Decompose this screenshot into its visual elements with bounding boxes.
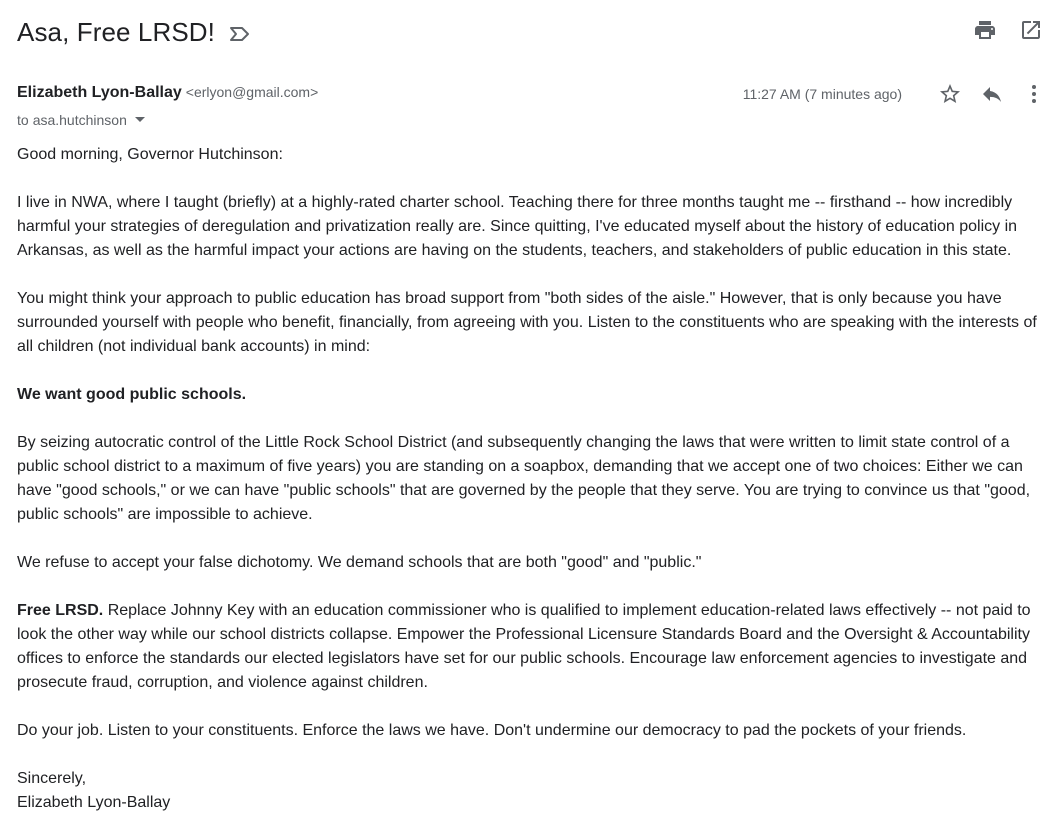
email-body [17,143,1047,815]
body-paragraph [17,599,1047,695]
body-paragraph: I live in NWA, where I taught (briefly) at a highly-rated charter school. Teaching there for three months taught me -- firsthand -- how incredibly harmful your strategies of deregulation and privatization really are. Since quitting, I've educated myself about the history of education policy in Arkansas, as well as the harmful impact your actions are having on the students, teachers, and stakeholders of public education in this state. [17,194,1018,259]
email-subject: Asa, Free LRSD! [17,16,216,47]
more-vertical-icon[interactable] [1022,82,1046,106]
top-actions [973,18,1043,42]
message-meta [743,82,1046,106]
print-icon[interactable] [973,18,997,42]
body-paragraph: We refuse to accept your false dichotomy. We demand schools that are both "good" and "public." [17,554,702,571]
signature: Elizabeth Lyon-Ballay [17,794,171,811]
body-paragraph: You might think your approach to public education has broad support from "both sides of the aisle." However, that is only because you have surrounded yourself with people who benefit, financially, from agreeing with you. Listen to the constituents who are speaking with the interests of all children (not individual bank accounts) in mind: [17,290,1037,355]
label-outline-icon[interactable] [229,26,251,42]
star-outline-icon[interactable] [938,82,962,106]
closing: Sincerely, [17,770,87,787]
open-in-new-window-icon[interactable] [1019,18,1043,42]
to-prefix: to [17,112,29,128]
body-paragraph: By seizing autocratic control of the Little Rock School District (and subsequently changing the laws that were written to limit state control of a public school district to a maximum of five years) you are standing on a soapbox, demanding that we accept one of two choices: Either we can have "good schools," or we can have "public schools" that are governed by the people that they serve. You are trying to convince us that "good, public schools" are impossible to achieve. [17,434,1031,523]
bold-statement: We want good public schools. [17,386,247,403]
timestamp: 11:27 AM (7 minutes ago) [742,86,902,102]
recipient-row [17,110,145,130]
email-subject-row [17,14,251,50]
body-paragraph: Do your job. Listen to your constituents. Enforce the laws we have. Don't undermine our democracy to pad the pockets of your friends. [17,722,967,739]
chevron-down-icon[interactable] [135,117,145,123]
sender-email: <erlyon@gmail.com> [185,84,319,100]
signoff [17,767,1047,815]
sender-name[interactable]: Elizabeth Lyon-Ballay [17,84,182,101]
greeting: Good morning, Governor Hutchinson: [17,146,283,163]
sender-row [17,84,318,106]
recipient-name: asa.hutchinson [32,112,127,128]
paragraph-rest: Replace Johnny Key with an education commissioner who is qualified to implement education-related laws effectively -- not paid to look the other way while our school districts collapse. Empower the Professional Licensure Standards Board and the Oversight & Accountability offices to enforce the standards our elected legislators have set for our public schools. Encourage law enforcement agencies to investigate and prosecute fraud, corruption, and violence against children. [17,602,1031,691]
bold-lead: Free LRSD. [17,602,104,619]
reply-icon[interactable] [980,82,1004,106]
body-paragraph-bold [17,383,1047,407]
